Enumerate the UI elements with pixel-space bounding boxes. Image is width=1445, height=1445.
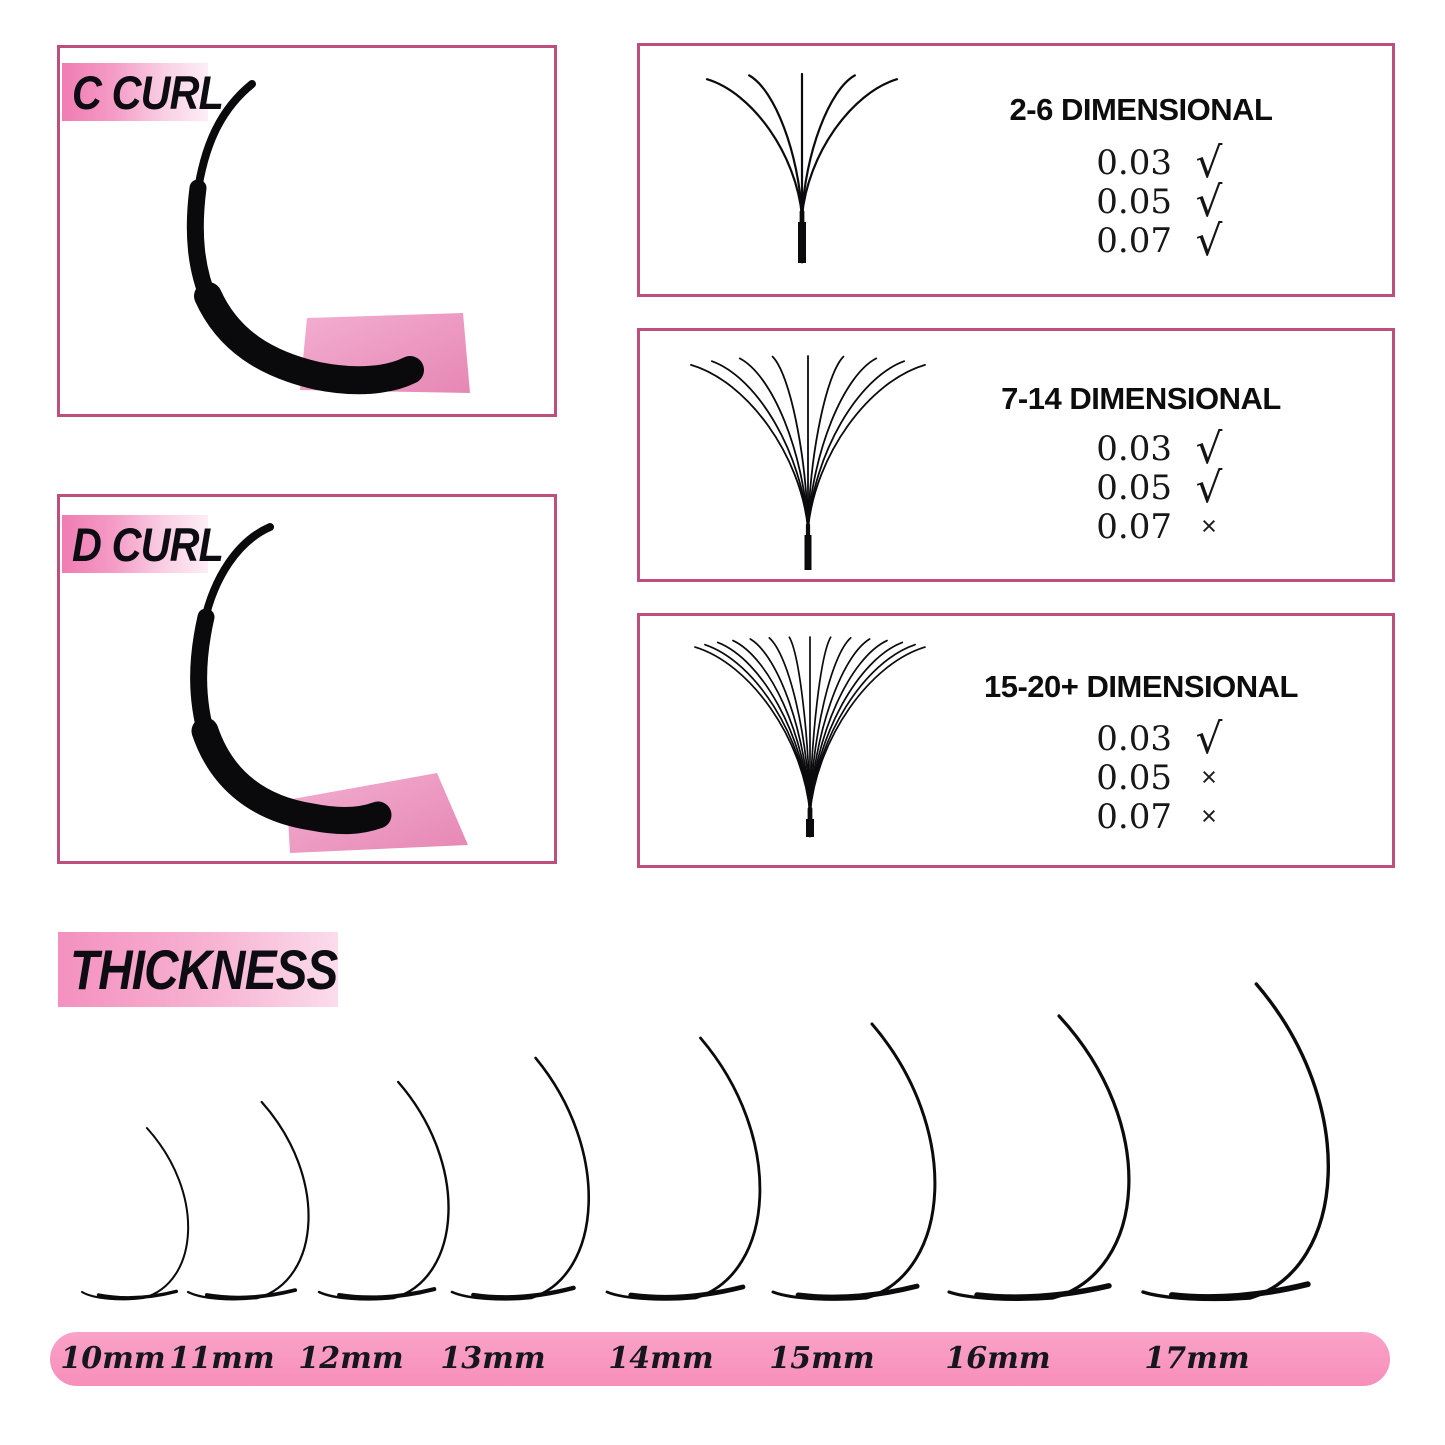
panel-title: 7-14 DIMENSIONAL: [1001, 381, 1281, 416]
lash-stroke: [773, 1024, 935, 1299]
thickness-value: 0.03: [1096, 428, 1172, 469]
length-label: 17mm: [1144, 1341, 1250, 1376]
thickness-value: 0.07: [1096, 506, 1172, 547]
panel-title: 15-20+ DIMENSIONAL: [983, 669, 1299, 704]
length-label: 14mm: [608, 1341, 714, 1376]
length-label: 12mm: [298, 1341, 404, 1376]
lash-stroke: [452, 1058, 589, 1299]
thickness-value: 0.07: [1096, 796, 1172, 837]
lash-stroke: [949, 1016, 1129, 1299]
thickness-value: 0.05: [1096, 757, 1172, 798]
cross-icon: ×: [1201, 762, 1217, 792]
lash-stroke: [977, 1286, 1109, 1297]
thickness-title: THICKNESS: [70, 937, 338, 1001]
lash-stroke: [339, 1289, 434, 1297]
cross-icon: ×: [1201, 511, 1217, 541]
cross-icon: ×: [1201, 801, 1217, 831]
lash-stroke: [207, 1290, 295, 1297]
lash-stroke: [82, 1128, 188, 1299]
check-icon: √: [1195, 216, 1223, 265]
d-curl-label: D CURL: [72, 517, 223, 571]
length-label: 11mm: [169, 1341, 275, 1376]
check-icon: √: [1195, 424, 1223, 473]
c-curl-label: C CURL: [72, 65, 223, 119]
lash-stroke: [1172, 1284, 1308, 1297]
thickness-value: 0.05: [1096, 467, 1172, 508]
lash-stroke: [319, 1082, 449, 1299]
lash-stroke: [607, 1038, 760, 1299]
thickness-value: 0.03: [1096, 718, 1172, 759]
length-label: 10mm: [60, 1341, 166, 1376]
panel-title: 2-6 DIMENSIONAL: [1009, 92, 1273, 127]
lash-stroke: [631, 1287, 743, 1297]
check-icon: √: [1195, 138, 1223, 187]
length-label: 16mm: [945, 1341, 1051, 1376]
check-icon: √: [1195, 463, 1223, 512]
lash-stroke: [473, 1288, 573, 1297]
check-icon: √: [1195, 714, 1223, 763]
lash-stroke: [99, 1291, 177, 1297]
lash-stroke: [1143, 984, 1328, 1299]
thickness-value: 0.05: [1096, 181, 1172, 222]
length-label: 13mm: [440, 1341, 546, 1376]
check-icon: √: [1195, 177, 1223, 226]
thickness-value: 0.03: [1096, 142, 1172, 183]
length-label: 15mm: [769, 1341, 875, 1376]
lash-stroke: [188, 1102, 309, 1299]
lash-stroke: [798, 1286, 917, 1297]
thickness-value: 0.07: [1096, 220, 1172, 261]
